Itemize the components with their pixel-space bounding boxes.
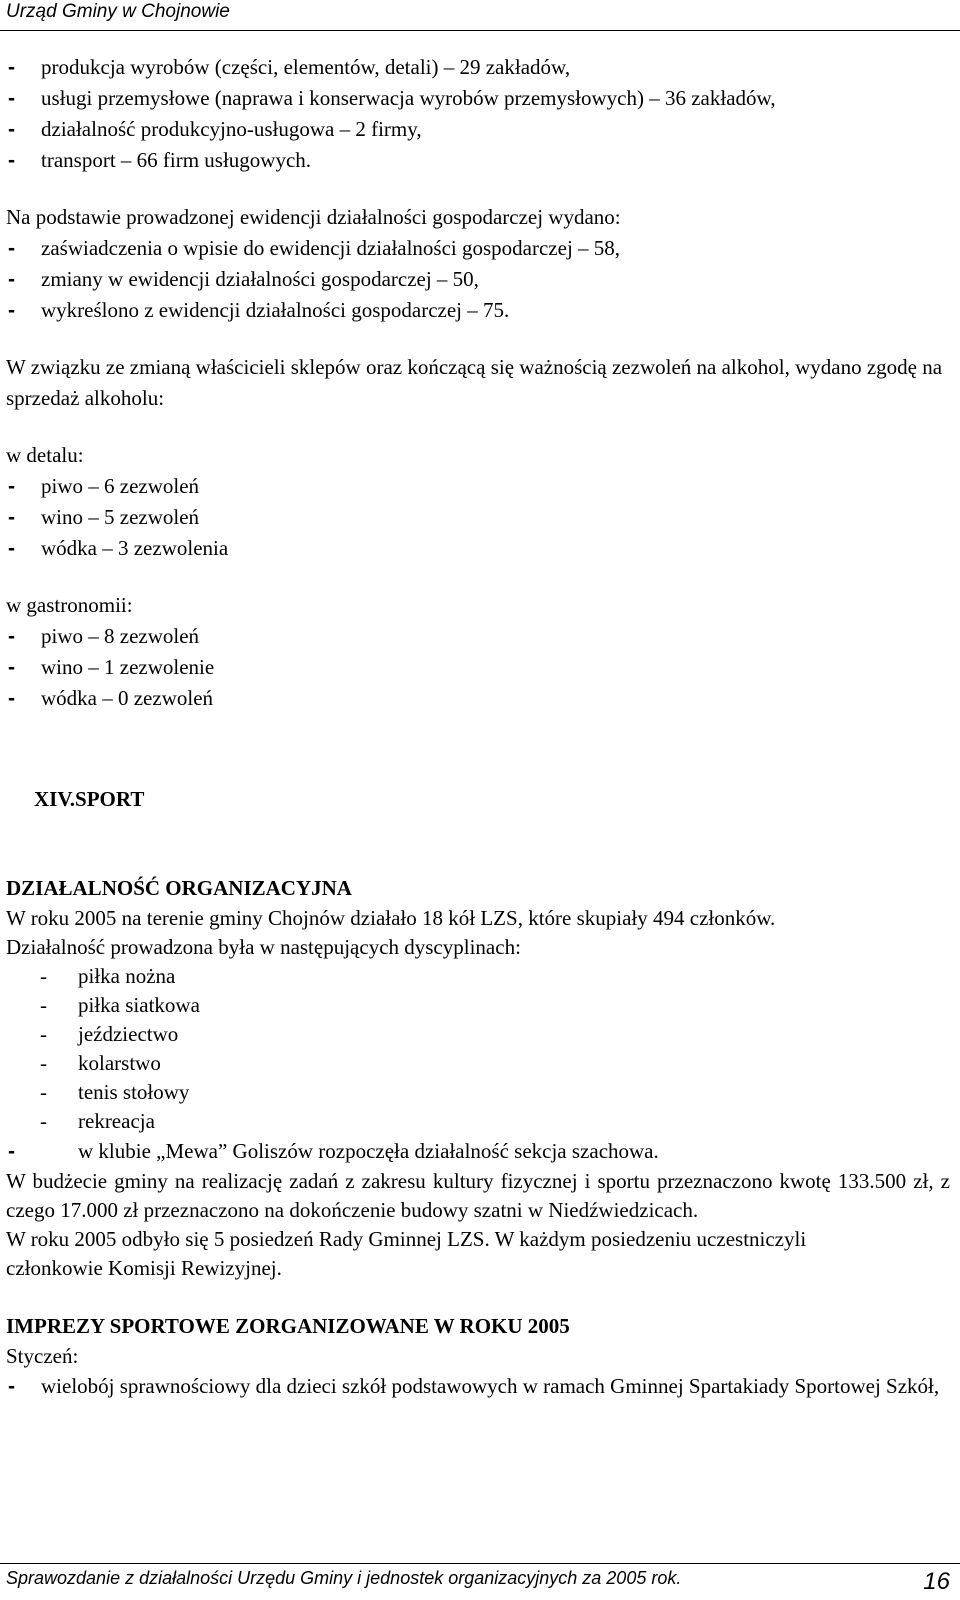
list-item: - w klubie „Mewa” Goliszów rozpoczęła działalność sekcja szachowa. xyxy=(6,1136,950,1167)
list-item: - produkcja wyrobów (części, elementów, detali) – 29 zakładów, xyxy=(6,52,950,83)
page-header: Urząd Gminy w Chojnowie xyxy=(6,1,230,22)
list-item: - tenis stołowy xyxy=(6,1078,950,1107)
list-item: - wykreślono z ewidencji działalności gospodarczej – 75. xyxy=(6,295,950,326)
footer-divider xyxy=(0,1563,960,1564)
business-list xyxy=(6,52,950,176)
detal-list xyxy=(6,471,950,564)
paragraph-disciplines: Działalność prowadzona była w następujących dyscyplinach: xyxy=(6,935,521,959)
mewa-list xyxy=(6,1136,950,1167)
paragraph-alkohol: W związku ze zmianą właścicieli sklepów oraz kończącą się ważnością zezwoleń na alkohol, wydano zgodę na sprzedaż alkoholu: xyxy=(6,355,943,410)
list-item: - piwo – 8 zezwoleń xyxy=(6,621,950,652)
paragraph-budget: W budżecie gminy na realizację zadań z zakresu kultury fizycznej i sportu przeznaczono kwotę 133.500 zł, z czego 17.000 zł przeznaczono na dokończenie budowy szatni w Niedźwiedzicach. xyxy=(6,1169,950,1222)
list-item: - wino – 5 zezwoleń xyxy=(6,502,950,533)
detal-label: w detalu: xyxy=(6,443,84,467)
list-item: - rekreacja xyxy=(6,1107,950,1136)
paragraph-meetings: W roku 2005 odbyło się 5 posiedzeń Rady Gminnej LZS. W każdym posiedzeniu uczestniczyli członkowie Komisji Rewizyjnej. xyxy=(6,1227,807,1280)
list-item: - piłka nożna xyxy=(6,962,950,991)
disciplines-list xyxy=(6,962,950,1136)
heading-events: IMPREZY SPORTOWE ZORGANIZOWANE W ROKU 2005 xyxy=(6,1314,570,1338)
list-item: - kolarstwo xyxy=(6,1049,950,1078)
list-item: - usługi przemysłowe (naprawa i konserwacja wyrobów przemysłowych) – 36 zakładów, xyxy=(6,83,950,114)
gastro-label: w gastronomii: xyxy=(6,593,133,617)
events-list xyxy=(6,1371,950,1402)
list-item: - wino – 1 zezwolenie xyxy=(6,652,950,683)
list-item: - działalność produkcyjno-usługowa – 2 firmy, xyxy=(6,114,950,145)
footer-text: Sprawozdanie z działalności Urzędu Gminy i jednostek organizacyjnych za 2005 rok. xyxy=(6,1568,682,1588)
gastro-list xyxy=(6,621,950,714)
list-item: - zaświadczenia o wpisie do ewidencji działalności gospodarczej – 58, xyxy=(6,233,950,264)
header-divider xyxy=(0,30,960,31)
list-item: - transport – 66 firm usługowych. xyxy=(6,145,950,176)
list-item: - zmiany w ewidencji działalności gospodarczej – 50, xyxy=(6,264,950,295)
section-heading-sport: XIV.SPORT xyxy=(34,787,145,811)
heading-organizacyjna: DZIAŁALNOŚĆ ORGANIZACYJNA xyxy=(6,876,352,900)
list-item: - wódka – 3 zezwolenia xyxy=(6,533,950,564)
list-item: - wielobój sprawnościowy dla dzieci szkół podstawowych w ramach Gminnej Spartakiady Sportowej Szkół, xyxy=(6,1371,950,1402)
paragraph-ewidencja: Na podstawie prowadzonej ewidencji działalności gospodarczej wydano: xyxy=(6,205,621,229)
list-item: - piłka siatkowa xyxy=(6,991,950,1020)
month-label: Styczeń: xyxy=(6,1344,79,1368)
ewidencja-list xyxy=(6,233,950,326)
list-item: - piwo – 6 zezwoleń xyxy=(6,471,950,502)
paragraph-lzs: W roku 2005 na terenie gminy Chojnów działało 18 kół LZS, które skupiały 494 członków. xyxy=(6,906,776,930)
document-body xyxy=(6,52,950,1402)
list-item: - wódka – 0 zezwoleń xyxy=(6,683,950,714)
page-footer xyxy=(6,1568,950,1595)
list-item: - jeździectwo xyxy=(6,1020,950,1049)
page-number: 16 xyxy=(923,1568,950,1595)
